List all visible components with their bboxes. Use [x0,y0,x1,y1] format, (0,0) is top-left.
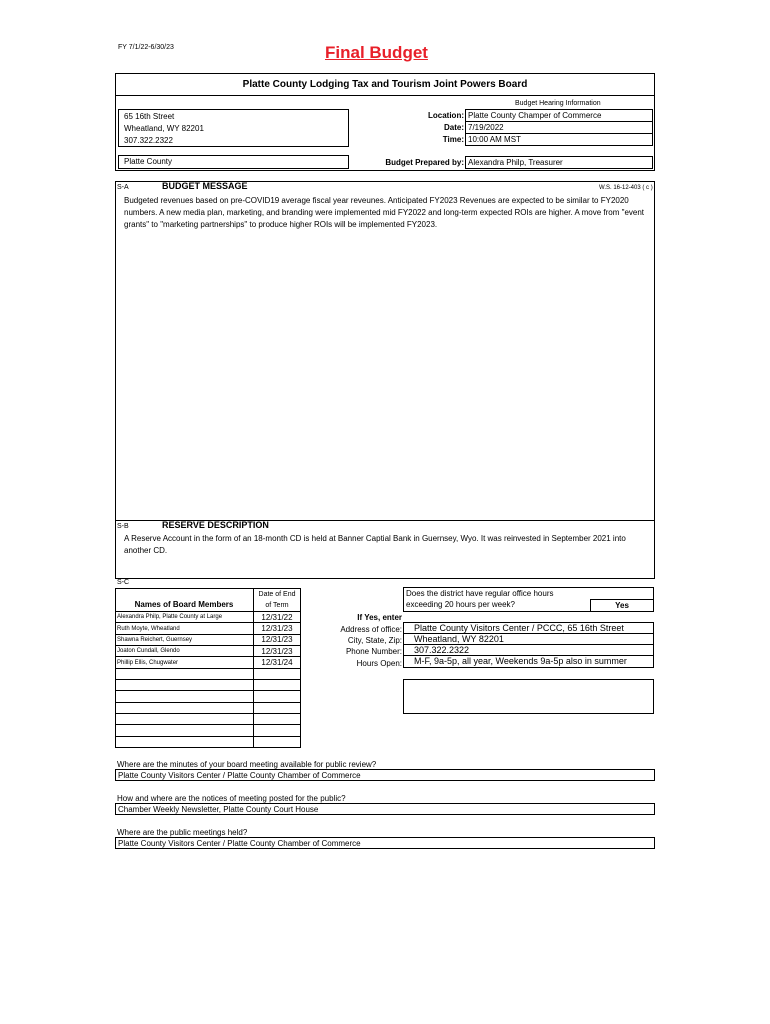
location-value: Platte County Champer of Commerce [468,111,602,120]
budget-message-code: S-A [117,184,129,191]
reserve-title: RESERVE DESCRIPTION [162,520,269,530]
office-phone-label: Phone Number: [345,647,402,656]
notices-answer: Chamber Weekly Newsletter, Platte County Court House [118,805,319,814]
meetings-held-answer: Platte County Visitors Center / Platte County Chamber of Commerce [118,839,361,848]
office-notes-box [403,679,654,714]
county: Platte County [124,157,173,166]
term-header-2: of Term [265,602,289,609]
budget-message-text: Budgeted revenues based on pre-COVID19 average fiscal year reveunes. Anticipated FY2023 Revenues are expected to be similar to FY2020 numbers. A new media plan, marketing, and branding were implemented mid FY2022 and long-term expected ROIs are higher. A move from "event grants" to "marketing partnerships" to produce higher ROIs will be implemented FY2023. [124,196,645,229]
date-value: 7/19/2022 [468,123,504,132]
minutes-answer: Platte County Visitors Center / Platte County Chamber of Commerce [118,771,361,780]
member-term: 12/31/23 [261,647,293,656]
office-question-line1: Does the district have regular office hours [406,589,554,598]
minutes-question: Where are the minutes of your board meeting available for public review? [117,760,377,769]
address-city: Wheatland, WY 82201 [124,124,204,133]
meetings-held-question: Where are the public meetings held? [117,828,248,837]
office-address: Platte County Visitors Center / PCCC, 65 16th Street [414,623,624,633]
reserve-code: S-B [117,523,129,530]
office-hours-label: Hours Open: [356,659,402,668]
time-label: Time: [442,135,464,144]
term-header-1: Date of End [258,591,296,598]
member-term: 12/31/24 [261,658,293,667]
prepared-by-value: Alexandra Philp, Treasurer [468,158,563,167]
address-street: 65 16th Street [124,112,175,121]
member-name: Alexandra Philp, Platte County at Large [117,614,223,620]
member-name: Shawna Reichert, Guernsey [117,637,193,643]
names-header: Names of Board Members [134,600,234,609]
office-city-label: City, State, Zip: [347,636,402,645]
member-name: Phillip Ellis, Chugwater [117,660,179,666]
member-name: Ruth Moyte, Wheatland [117,626,180,632]
office-question-line2: exceeding 20 hours per week? [406,600,515,609]
address-phone: 307.322.2322 [124,136,173,145]
location-label: Location: [428,111,464,120]
budget-message-title: BUDGET MESSAGE [162,181,248,191]
member-term: 12/31/22 [261,613,293,622]
member-term: 12/31/23 [261,624,293,633]
office-phone: 307.322.2322 [414,645,470,655]
if-yes-label: If Yes, enter [357,613,402,622]
prepared-by-label: Budget Prepared by: [385,158,464,167]
budget-message-statute: W.S. 16-12-403 ( c ) [599,185,653,191]
office-address-label: Address of office: [340,625,402,634]
hearing-header: Budget Hearing Information [515,100,601,107]
reserve-text: A Reserve Account in the form of an 18-month CD is held at Banner Captial Bank in Guernsey, Wyo. It was reinvested in September 2021 into another CD. [124,534,626,555]
office-answer: Yes [615,601,629,610]
document-title: Final Budget [325,43,428,62]
office-city: Wheatland, WY 82201 [414,634,504,644]
notices-question: How and where are the notices of meeting posted for the public? [117,794,346,803]
board-code: S-C [117,579,130,586]
date-label: Date: [443,123,464,132]
time-value: 10:00 AM MST [468,135,521,144]
fiscal-year: FY 7/1/22-6/30/23 [118,44,174,51]
office-hours: M-F, 9a-5p, all year, Weekends 9a-5p also in summer [414,656,627,666]
member-term: 12/31/23 [261,635,293,644]
member-name: Joaton Cundall, Glendo [117,648,180,654]
board-name: Platte County Lodging Tax and Tourism Joint Powers Board [242,79,528,90]
